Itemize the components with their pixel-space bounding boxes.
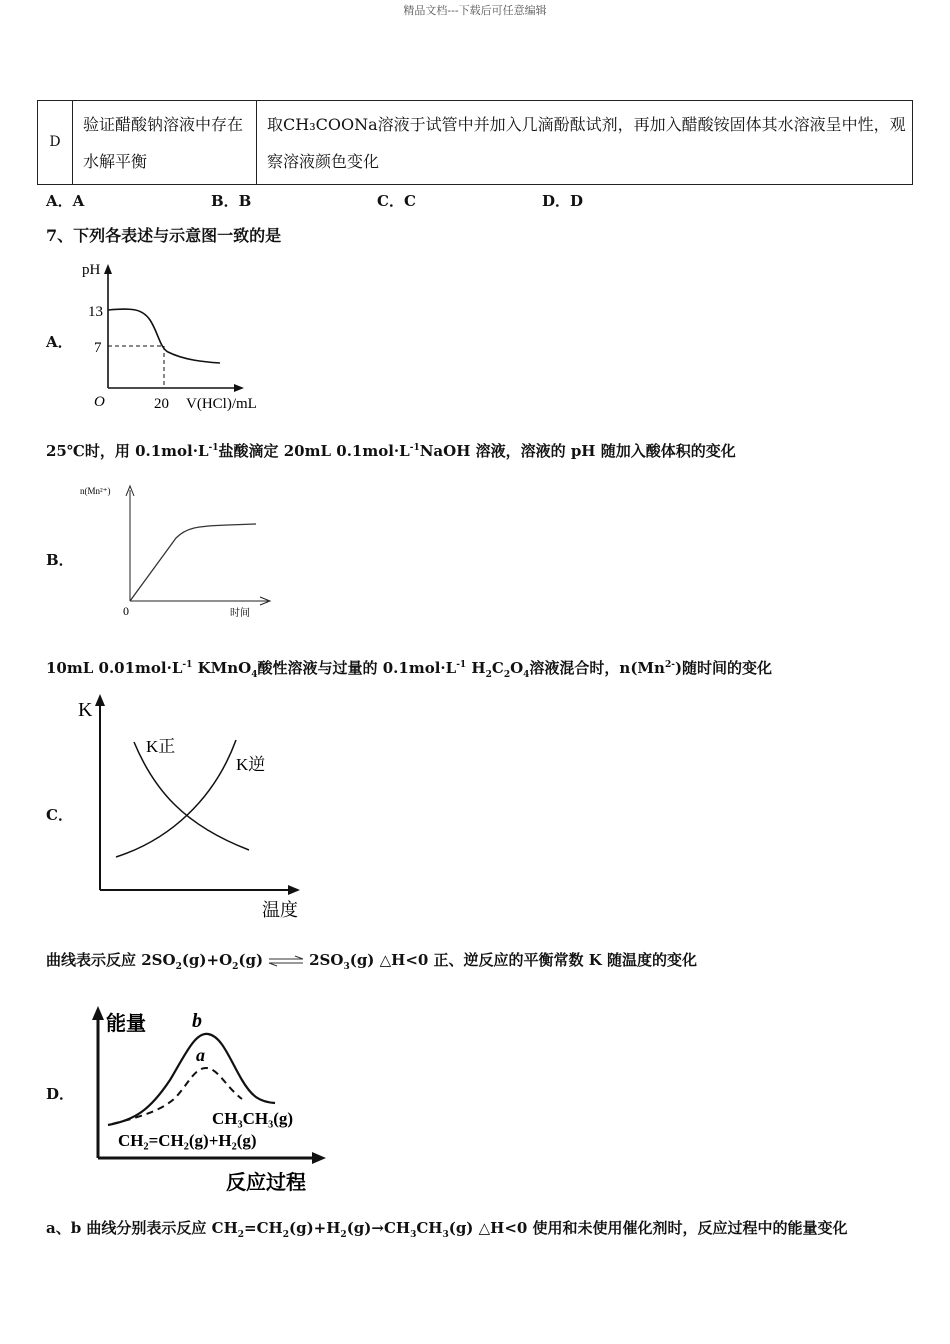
item-a-caption <box>46 440 736 461</box>
y-axis-label: pH <box>82 262 101 278</box>
x-axis-label: 时间 <box>230 608 250 619</box>
y-axis-label: n(Mn²⁺) <box>80 486 111 496</box>
tick-7: 7 <box>94 340 102 356</box>
caption-sub: 2 <box>232 962 239 972</box>
y-axis-arrow <box>92 1006 104 1020</box>
x-axis-label: 反应过程 <box>226 1170 306 1194</box>
x-axis-label: V(HCl)/mL <box>186 396 257 412</box>
caption-sup: -1 <box>208 443 219 453</box>
item-a-label: A． <box>46 333 73 351</box>
experiment-purpose-cell: 验证醋酸钠溶液中存在水解平衡 <box>73 101 257 185</box>
option-table <box>37 100 913 185</box>
y-axis-label: K <box>78 699 93 721</box>
caption-sub: 3 <box>343 962 350 972</box>
equilibrium-arrow-icon <box>269 956 303 966</box>
item-c-caption <box>46 949 697 972</box>
caption-sup: -1 <box>409 443 420 453</box>
tick-13: 13 <box>88 304 103 320</box>
caption-text: C <box>491 659 504 677</box>
caption-sub: 2 <box>340 1230 347 1240</box>
y-axis-arrow <box>104 264 112 274</box>
ph-titration-graph <box>80 260 280 415</box>
caption-text: (g) <box>238 951 264 969</box>
origin-label: O <box>94 394 105 410</box>
caption-sub: 4 <box>251 670 258 680</box>
tick-20: 20 <box>154 396 169 412</box>
item-c-label: C． <box>46 806 73 824</box>
x-axis-arrow <box>288 885 300 895</box>
x-axis-arrow <box>234 384 244 392</box>
caption-text: 2SO <box>309 951 344 969</box>
caption-text: (g) △H<0 正、逆反应的平衡常数 K 随温度的变化 <box>349 951 698 969</box>
caption-sup: 2- <box>664 660 675 670</box>
caption-text: 溶液混合时，n(Mn <box>529 659 665 677</box>
product-label: CH₃CH₃(g) <box>212 1109 294 1128</box>
caption-text: CH <box>416 1219 443 1237</box>
caption-text: (g)→CH <box>346 1219 411 1237</box>
caption-sub: 2 <box>485 670 492 680</box>
caption-sub: 3 <box>410 1230 417 1240</box>
item-b-caption <box>46 657 772 680</box>
curve-a-label: a <box>196 1045 205 1065</box>
caption-text: 盐酸滴定 20mL 0.1mol·L <box>218 442 410 460</box>
x-axis-arrow <box>312 1152 326 1164</box>
caption-text: =CH <box>244 1219 283 1237</box>
mn-curve <box>130 524 256 601</box>
page-header: 精品文档---下载后可任意编辑 <box>403 4 547 17</box>
caption-text: 25℃时，用 0.1mol·L <box>46 442 209 460</box>
choice-b: B．B <box>211 192 252 210</box>
x-axis-label: 温度 <box>262 900 298 921</box>
caption-text: 曲线表示反应 2SO <box>46 951 176 969</box>
caption-sup: -1 <box>182 660 193 670</box>
caption-sub: 2 <box>282 1230 289 1240</box>
caption-text: O <box>510 659 524 677</box>
caption-sup: -1 <box>456 660 467 670</box>
caption-text: NaOH 溶液，溶液的 pH 随加入酸体积的变化 <box>419 442 736 460</box>
caption-text: (g)+H <box>288 1219 341 1237</box>
choice-c: C．C <box>377 192 416 210</box>
caption-sub: 3 <box>442 1230 449 1240</box>
table-row <box>38 101 913 185</box>
caption-sub: 2 <box>237 1230 245 1240</box>
experiment-operation-cell: 取CH₃COONa溶液于试管中并加入几滴酚酞试剂，再加入醋酸铵固体其水溶液呈中性，观察溶液颜色变化 <box>257 101 913 185</box>
caption-text: (g)+O <box>181 951 233 969</box>
equilibrium-constant-graph <box>74 690 314 922</box>
caption-text: (g) △H<0 使用和未使用催化剂时，反应过程中的能量变化 <box>448 1219 848 1237</box>
k-reverse-label: K逆 <box>236 755 266 774</box>
y-axis-arrow <box>95 694 105 706</box>
k-forward-label: K正 <box>146 737 176 756</box>
caption-text: 10mL 0.01mol·L <box>46 659 183 677</box>
item-b-label: B． <box>46 551 74 569</box>
option-letter-cell: D <box>38 101 73 185</box>
question-stem: 7、下列各表述与示意图一致的是 <box>46 226 282 245</box>
energy-profile-graph <box>90 1000 340 1200</box>
caption-text: KMnO <box>192 659 252 677</box>
answer-choices <box>46 190 646 210</box>
origin-label: 0 <box>123 604 129 618</box>
caption-text: 酸性溶液与过量的 0.1mol·L <box>257 659 457 677</box>
reactant-label: CH₂=CH₂(g)+H₂(g) <box>118 1131 257 1150</box>
curve-b-label: b <box>192 1010 202 1032</box>
caption-sub: 2 <box>175 962 182 972</box>
caption-text: a、b 曲线分别表示反应 CH <box>46 1219 238 1237</box>
item-d-label: D． <box>46 1085 75 1103</box>
choice-a: A．A <box>46 192 85 210</box>
caption-sub: 4 <box>523 670 530 680</box>
y-axis-label: 能量 <box>106 1011 146 1035</box>
caption-text: )随时间的变化 <box>674 659 773 677</box>
caption-sub: 2 <box>503 670 511 680</box>
k-forward-curve <box>134 742 249 850</box>
mn-ion-graph <box>78 478 278 623</box>
caption-text: H <box>466 659 486 677</box>
item-d-caption <box>46 1217 848 1240</box>
choice-d: D．D <box>542 192 584 210</box>
k-reverse-curve <box>116 740 236 857</box>
